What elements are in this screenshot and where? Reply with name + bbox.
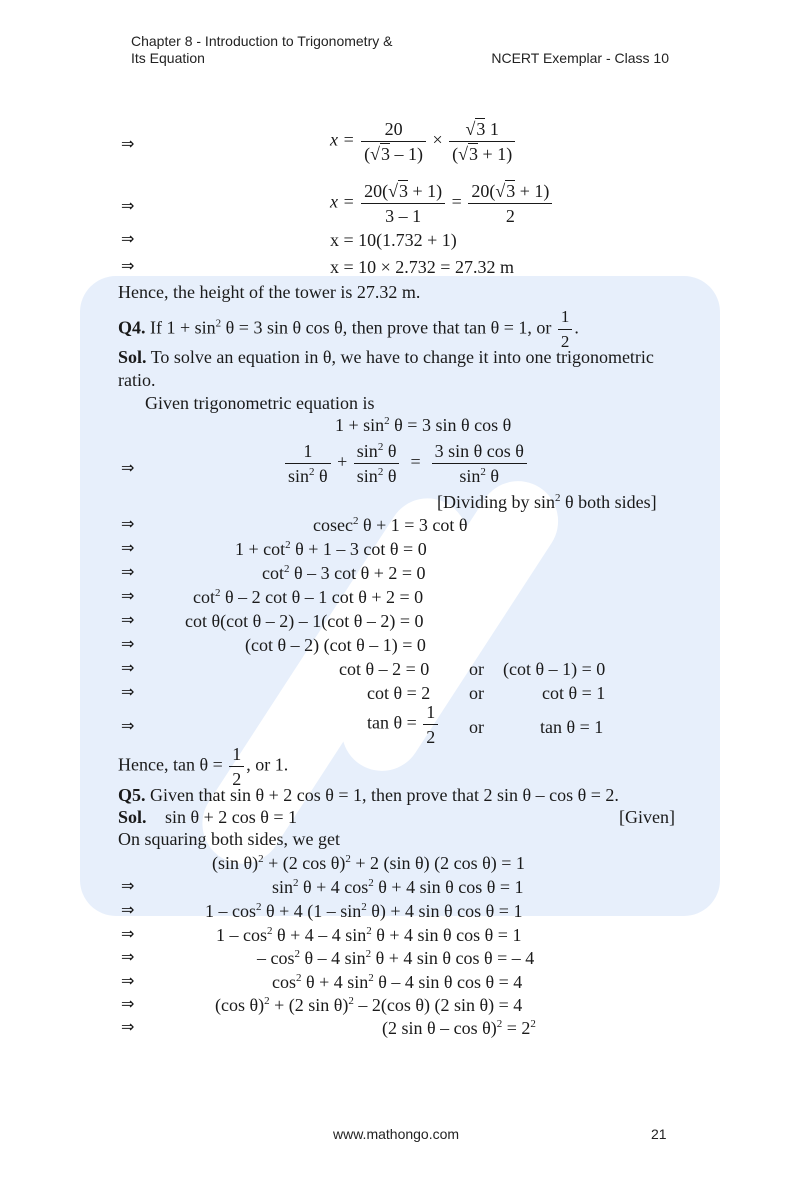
step-note	[437, 491, 657, 513]
eq-part: (cos θ)	[215, 995, 265, 1015]
solution-text: To solve an equation in θ, we have to change it into one trigonometric	[146, 347, 654, 367]
equation-line	[335, 414, 511, 436]
numerator	[354, 440, 400, 464]
num-part: θ	[383, 441, 397, 461]
implies-arrow: ⇒	[121, 229, 135, 248]
sqrt-radicand: 3	[469, 144, 479, 164]
eq-part: 1 + cot	[235, 539, 286, 559]
superscript: 2	[215, 317, 222, 330]
eq-part: 1 – cos	[205, 901, 256, 921]
solution-label: Sol.	[118, 807, 147, 827]
eq-part: θ – 4 sin	[300, 948, 366, 968]
superscript: 2	[293, 877, 299, 889]
equation-line	[382, 1017, 536, 1039]
denominator: 2	[505, 206, 515, 226]
superscript: 2	[368, 877, 374, 889]
equation-lhs: x =	[330, 191, 355, 212]
fraction	[423, 701, 438, 748]
eq-part: θ – 2 cot θ – 1 cot θ + 2 = 0	[220, 587, 424, 607]
eq-part: θ + 4 sin θ cos θ = – 4	[371, 948, 535, 968]
eq-part: θ + 4 (1 – sin	[261, 901, 362, 921]
question-label: Q4.	[118, 317, 146, 338]
equation-line: (cot θ – 2) (cot θ – 1) = 0	[245, 635, 426, 655]
eq-part: cos	[272, 972, 296, 992]
denominator: 2	[426, 727, 436, 747]
implies-arrow: ⇒	[121, 514, 135, 533]
num-part: + 1)	[515, 181, 550, 201]
den-part: (√	[452, 144, 469, 164]
superscript: 2	[352, 515, 359, 527]
eq-part: θ – 3 cot θ + 2 = 0	[289, 563, 426, 583]
numerator	[468, 180, 552, 204]
chapter-title-line1: Chapter 8 - Introduction to Trigonometry &	[131, 33, 393, 49]
or-connector: or	[469, 659, 484, 679]
eq-part: θ + 4 sin θ cos θ = 1	[371, 925, 522, 945]
equation-line	[216, 924, 521, 946]
den-part: θ	[383, 466, 397, 486]
superscript: 2	[361, 901, 367, 913]
implies-arrow: ⇒	[121, 458, 135, 477]
implies-arrow: ⇒	[121, 682, 135, 701]
equation-line	[330, 180, 554, 227]
implies-arrow: ⇒	[121, 658, 135, 677]
question-text: θ = 3 sin θ cos θ, then prove that tan θ = 1, or	[221, 317, 556, 338]
eq-part: θ + 4 – 4 sin	[272, 925, 367, 945]
implies-arrow: ⇒	[121, 994, 135, 1013]
fraction	[361, 180, 445, 227]
superscript: 2	[256, 901, 262, 913]
den-part: + 1)	[478, 144, 513, 164]
numerator: 20	[361, 118, 426, 142]
superscript: 2	[284, 563, 290, 575]
implies-arrow: ⇒	[121, 562, 135, 581]
denominator: 3 – 1	[385, 206, 422, 226]
equation-line	[215, 994, 522, 1016]
q5-solution-label	[118, 806, 147, 828]
equation-lhs: x =	[330, 129, 355, 150]
implies-arrow: ⇒	[121, 947, 135, 966]
equation-line	[330, 118, 517, 165]
fraction	[449, 118, 515, 165]
superscript: 2	[384, 415, 390, 427]
superscript: 2	[309, 466, 315, 478]
page-number: 21	[651, 1126, 667, 1142]
num-part: 1	[485, 119, 499, 139]
equation-line: tan θ = 1	[540, 717, 604, 737]
note-part: [Dividing by sin	[437, 492, 556, 512]
superscript: 2	[377, 441, 384, 453]
superscript: 2	[285, 539, 291, 551]
eq-part: θ – 4 sin θ cos θ = 4	[373, 972, 523, 992]
den-part: sin	[288, 466, 310, 486]
denominator	[354, 464, 400, 487]
equation-line	[212, 852, 525, 874]
numerator: 1	[558, 306, 573, 330]
eq-part: (2 sin θ – cos θ)	[382, 1018, 497, 1038]
eq-part: – cos	[257, 948, 295, 968]
superscript: 2	[530, 1018, 536, 1030]
superscript: 2	[215, 587, 221, 599]
superscript: 2	[480, 466, 486, 478]
fraction	[361, 118, 426, 165]
fraction	[468, 180, 552, 227]
or-connector: or	[469, 683, 484, 703]
solution-text: ratio.	[118, 370, 156, 390]
superscript: 2	[264, 995, 270, 1007]
superscript: 2	[368, 972, 374, 984]
fraction	[432, 440, 527, 487]
equation-line: x = 10 × 2.732 = 27.32 m	[330, 257, 514, 277]
eq-part: cot	[193, 587, 215, 607]
fraction	[285, 440, 331, 487]
solution-text: Given trigonometric equation is	[145, 393, 375, 413]
equation-line	[262, 562, 426, 584]
equation-line: cot θ = 1	[542, 683, 606, 703]
superscript: 2	[348, 995, 354, 1007]
implies-arrow: ⇒	[121, 900, 135, 919]
equation-line	[367, 701, 440, 748]
superscript: 2	[258, 853, 264, 865]
implies-arrow: ⇒	[121, 971, 135, 990]
implies-arrow: ⇒	[121, 256, 135, 275]
eq-part: + 2 (sin θ) (2 cos θ) = 1	[350, 853, 525, 873]
implies-arrow: ⇒	[121, 134, 135, 153]
question-label: Q5.	[118, 785, 146, 805]
eq-part: 1 – cos	[216, 925, 267, 945]
solution-label: Sol.	[118, 347, 147, 367]
num-part: 20(√	[364, 181, 399, 201]
numerator	[449, 118, 515, 142]
conclusion-part: , or 1.	[246, 754, 289, 775]
denominator	[449, 142, 515, 165]
implies-arrow: ⇒	[121, 538, 135, 557]
numerator: 1	[229, 743, 244, 767]
solution-text: On squaring both sides, we get	[118, 829, 340, 849]
eq-part: = 2	[502, 1018, 531, 1038]
equation-line	[257, 947, 534, 969]
numerator: 1	[423, 701, 438, 725]
eq-part: θ) + 4 sin θ cos θ = 1	[366, 901, 523, 921]
superscript: 2	[377, 466, 384, 478]
implies-arrow: ⇒	[121, 1017, 135, 1036]
eq-part: θ + 1 = 3 cot θ	[358, 515, 468, 535]
eq-part: sin	[272, 877, 294, 897]
eq-part: (sin θ)	[212, 853, 259, 873]
equation-line: cot θ – 2 = 0	[339, 659, 430, 679]
superscript: 2	[296, 972, 302, 984]
q4-conclusion	[118, 743, 288, 790]
punctuation: .	[574, 317, 579, 338]
question-text: Given that sin θ + 2 cos θ = 1, then prove that 2 sin θ – cos θ = 2.	[145, 785, 619, 805]
equation-line: (cot θ – 1) = 0	[503, 659, 606, 679]
denominator: 2	[560, 332, 570, 351]
implies-arrow: ⇒	[121, 586, 135, 605]
numerator: 3 sin θ cos θ	[432, 440, 527, 464]
den-part: θ	[314, 466, 328, 486]
equation-line	[205, 900, 522, 922]
implies-arrow: ⇒	[121, 610, 135, 629]
equation-line	[283, 440, 529, 487]
sqrt-radicand: 3	[506, 181, 516, 201]
implies-arrow: ⇒	[121, 196, 135, 215]
fraction	[354, 440, 400, 487]
equation-line	[272, 971, 522, 993]
eq-part: tan θ =	[367, 712, 417, 733]
num-part: + 1)	[408, 181, 443, 201]
eq-part: + (2 cos θ)	[263, 853, 346, 873]
superscript: 2	[555, 492, 561, 504]
superscript: 2	[366, 925, 372, 937]
conclusion-part: Hence, tan θ =	[118, 754, 223, 775]
implies-arrow: ⇒	[121, 716, 135, 735]
website-link[interactable]: www.mathongo.com	[333, 1126, 460, 1142]
eq-part: θ + 4 sin θ cos θ = 1	[373, 877, 524, 897]
chapter-title-line2: Its Equation	[131, 50, 205, 66]
sqrt-radicand: 3	[399, 181, 409, 201]
eq-part: θ = 3 sin θ cos θ	[389, 415, 512, 435]
equation-line	[313, 514, 468, 536]
eq-part: cosec	[313, 515, 353, 535]
equation-line	[272, 876, 523, 898]
q4-solution-intro	[118, 346, 654, 368]
equation-line: sin θ + 2 cos θ = 1	[165, 807, 298, 827]
eq-part: θ + 1 – 3 cot θ = 0	[290, 539, 427, 559]
eq-part: + (2 sin θ)	[269, 995, 349, 1015]
sqrt-radicand: 3	[381, 144, 391, 164]
den-part: – 1)	[390, 144, 424, 164]
times-sign: ×	[432, 129, 443, 150]
or-connector: or	[469, 717, 484, 737]
den-part: sin	[459, 466, 481, 486]
den-part: (√	[364, 144, 381, 164]
den-part: sin	[356, 466, 378, 486]
denominator: 2	[232, 769, 242, 789]
eq-part: 1 + sin	[335, 415, 385, 435]
superscript: 2	[267, 925, 273, 937]
superscript: 2	[365, 948, 372, 960]
book-title: NCERT Exemplar - Class 10	[491, 50, 669, 66]
implies-arrow: ⇒	[121, 634, 135, 653]
numerator	[361, 180, 445, 204]
eq-part: θ + 4 cos	[298, 877, 369, 897]
plus-sign: +	[337, 451, 348, 472]
num-part: sin	[356, 441, 378, 461]
eq-part: θ + 4 sin	[301, 972, 369, 992]
fraction	[229, 743, 244, 790]
superscript: 2	[496, 1018, 503, 1030]
implies-arrow: ⇒	[121, 924, 135, 943]
q5-question	[118, 784, 619, 806]
eq-part: cot	[262, 563, 284, 583]
equation-line	[193, 586, 423, 608]
den-part: θ	[485, 466, 500, 486]
denominator	[285, 464, 331, 487]
equation-line	[235, 538, 427, 560]
denominator	[361, 142, 426, 165]
equals-sign: =	[451, 191, 462, 212]
equals-sign: =	[410, 451, 421, 472]
equation-line: x = 10(1.732 + 1)	[330, 230, 457, 250]
equation-line: cot θ = 2	[367, 683, 431, 703]
num-part: 20(√	[471, 181, 506, 201]
superscript: 2	[345, 853, 351, 865]
question-text: If 1 + sin	[145, 317, 216, 338]
implies-arrow: ⇒	[121, 876, 135, 895]
q3-conclusion: Hence, the height of the tower is 27.32 m.	[118, 282, 421, 302]
num-part: √	[465, 119, 476, 139]
denominator	[432, 464, 527, 487]
given-tag: [Given]	[619, 807, 675, 827]
equation-line: cot θ(cot θ – 2) – 1(cot θ – 2) = 0	[185, 611, 424, 631]
eq-part: – 2(cos θ) (2 sin θ) = 4	[353, 995, 523, 1015]
note-part: θ both sides]	[560, 492, 657, 512]
sqrt-radicand: 3	[476, 119, 486, 139]
superscript: 2	[294, 948, 300, 960]
numerator: 1	[285, 440, 331, 464]
